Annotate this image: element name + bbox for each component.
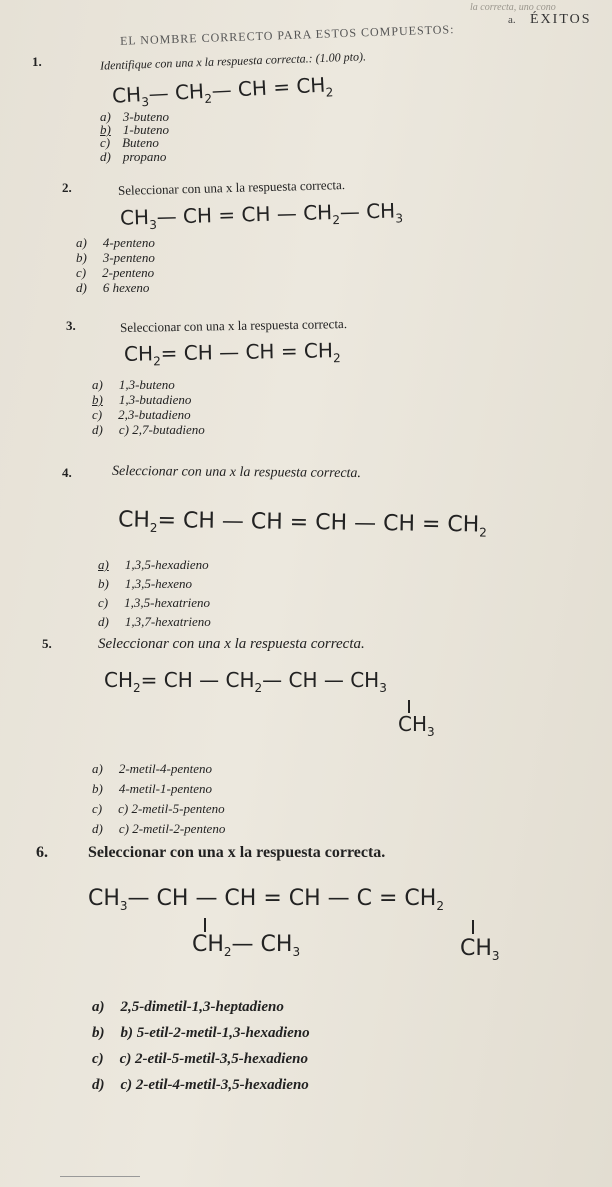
question-text: Seleccionar con una x la respuesta correcta. (119, 316, 348, 335)
option-b[interactable]: b) 3-penteno (76, 250, 155, 265)
question-number: 5. (42, 636, 52, 651)
question-number: 4. (62, 465, 72, 480)
branch1-formula: $CH_2—$ $CH_3$ (192, 932, 301, 959)
question-text: Seleccionar con una x la respuesta correcta. (117, 177, 346, 198)
question-text: Seleccionar con una x la respuesta correcta. (88, 844, 386, 861)
option-c[interactable]: c) 2-penteno (76, 265, 155, 280)
question-number: 6. (36, 844, 48, 861)
section-letter: a. (508, 14, 516, 26)
option-a[interactable]: a) 4-penteno (76, 235, 155, 250)
option-d[interactable]: d) c) 2-metil-2-penteno (92, 821, 226, 836)
option-c[interactable]: c) c) 2-etil-5-metil-3,5-hexadieno (92, 1051, 308, 1067)
formula: $CH_2=$ CH — CH = $CH_2$ (123, 338, 341, 369)
option-b[interactable]: b) 1-buteno (100, 122, 170, 137)
option-a[interactable]: a) 3-buteno (100, 109, 170, 124)
option-a[interactable]: a) 1,3-buteno (92, 377, 175, 392)
question-text: Identifique con una x la respuesta correcta.: (1.00 pto). (99, 49, 367, 73)
option-b[interactable]: b) 1,3,5-hexeno (98, 576, 192, 591)
formula: $CH_3—$ CH = CH — $CH_2—$ $CH_3$ (119, 198, 404, 232)
bond-line (472, 920, 474, 934)
section-word: ÉXITOS (530, 12, 592, 27)
corner-faint-text: la correcta, uno cono (470, 2, 556, 13)
formula: $CH_3—$ $CH_2—$ CH = $CH_2$ (111, 72, 334, 110)
option-b[interactable]: b) 1,3-butadieno (92, 392, 192, 407)
option-c[interactable]: c) Buteno (100, 135, 159, 150)
formula: $CH_2=$ CH — CH = CH — CH = $CH_2$ (117, 507, 487, 540)
branch2-formula: $CH_3$ (460, 936, 500, 963)
question-number: 3. (66, 318, 76, 333)
question-number: 2. (62, 180, 72, 195)
option-b[interactable]: b) b) 5-etil-2-metil-1,3-hexadieno (92, 1025, 310, 1041)
option-a[interactable]: a) 1,3,5-hexadieno (98, 557, 209, 572)
option-d[interactable]: d) c) 2,7-butadieno (92, 422, 205, 437)
formula: $CH_3—$ CH — CH = CH — $C = CH_2$ (88, 886, 444, 913)
formula: $CH_2=$ CH — $CH_2—$ CH — $CH_3$ (104, 668, 387, 695)
option-a[interactable]: a) 2,5-dimetil-1,3-heptadieno (92, 999, 284, 1015)
option-b[interactable]: b) 4-metil-1-penteno (92, 781, 212, 796)
option-c[interactable]: c) 2,3-butadieno (92, 407, 191, 422)
section-title: EL NOMBRE CORRECTO PARA ESTOS COMPUESTOS: (119, 22, 455, 48)
question-number: 1. (32, 54, 42, 69)
option-a[interactable]: a) 2-metil-4-penteno (92, 761, 212, 776)
bottom-divider (60, 1176, 140, 1177)
option-d[interactable]: d) 6 hexeno (76, 280, 150, 295)
bond-line (204, 918, 206, 932)
option-c[interactable]: c) 1,3,5-hexatrieno (98, 595, 211, 610)
question-text: Seleccionar con una x la respuesta correcta. (111, 463, 362, 482)
branch-formula: $CH_3$ (398, 712, 435, 739)
option-d[interactable]: d) propano (100, 149, 167, 164)
option-d[interactable]: d) c) 2-etil-4-metil-3,5-hexadieno (92, 1077, 309, 1093)
option-d[interactable]: d) 1,3,7-hexatrieno (98, 614, 211, 629)
question-text: Seleccionar con una x la respuesta correcta. (98, 636, 365, 652)
option-c[interactable]: c) c) 2-metil-5-penteno (92, 801, 225, 816)
